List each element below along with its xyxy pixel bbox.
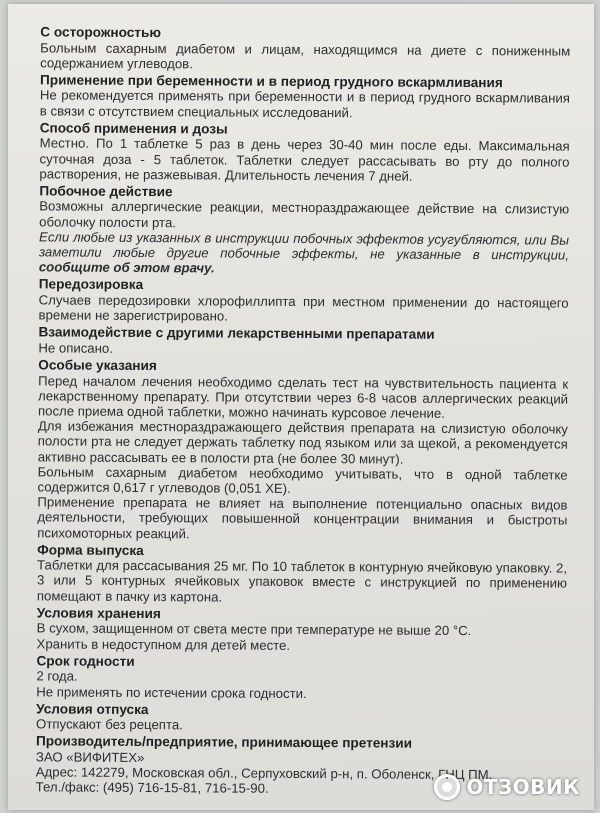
section-release-form — [37, 542, 567, 606]
side-effects-warning — [39, 229, 569, 278]
section-text: Отпускают без рецепта. — [36, 716, 183, 733]
section-title: Применение при беременности и в период грудного вскармливания — [39, 72, 503, 91]
manufacturer-name: ЗАО «ВИФИТЕХ» — [35, 749, 145, 765]
warning-emphasis: сообщите об этом врачу. — [38, 259, 215, 276]
section-text: Возможны аллергические реакции, местнораздражающее действие на слизистую оболочку полости рта. — [39, 198, 570, 230]
section-title: Форма выпуска — [37, 542, 144, 558]
watermark-text: ОТЗОВИК — [466, 775, 580, 799]
section-dispensing — [36, 701, 566, 735]
manufacturer-address: Адрес: 142279, Московская обл., Серпуховский р-н, п. Оболенск, ГНЦ ПМ. — [35, 764, 493, 783]
section-text: Не описано. — [38, 340, 114, 356]
section-paragraph: Хранить в недоступном для детей месте. — [36, 635, 291, 653]
section-title: Передозировка — [38, 276, 144, 293]
section-shelf-life — [36, 653, 566, 702]
section-paragraph: Больным сахарным диабетом необходимо учитывать, что в одной таблетке содержится 0,617 г углеводов (0,051 ХЕ). — [37, 464, 568, 496]
otzovik-watermark — [434, 774, 580, 800]
section-special-instructions — [37, 357, 568, 543]
section-text: Случаев передозировки хлорофиллипта при местном применении до настоящего времени не зарегистрировано. — [38, 292, 569, 324]
section-title: Способ применения и дозы — [39, 120, 228, 137]
section-title: Условия хранения — [36, 605, 161, 622]
section-title: С осторожностью — [40, 24, 162, 41]
section-dosage — [39, 120, 569, 184]
section-paragraph: Применение препарата не влияет на выполнение потенциально опасных видов деятельности, требующих повышенной концентрации внимания и быстроты психомоторных реакций. — [37, 494, 568, 541]
instruction-leaflet — [8, 4, 594, 810]
section-text: Местно. По 1 таблетке 5 раз в день через 30-40 мин после еды. Максимальная суточная доза - 5 таблеток. Таблетки следует рассасывать во рту до полного растворения, не разжевывая. Длительность лечения 7 дней. — [39, 135, 570, 184]
section-text: Не рекомендуется применять при беременности и в период грудного вскармливания в связи с отсутствием специальных исследований. — [39, 87, 570, 120]
manufacturer-phone: Тел./факс: (495) 716-15-81, 716-15-90. — [35, 779, 269, 797]
section-paragraph: Не применять по истечении срока годности. — [36, 683, 307, 701]
otzovik-logo-icon — [434, 774, 460, 800]
section-title: Производитель/предприятие, принимающее претензии — [35, 733, 413, 752]
section-paragraph: В сухом, защищенном от света месте при температуре не выше 20 °С. — [36, 620, 472, 639]
warning-text: Если любые из указанных в инструкции побочных эффектов усугубляются, или Вы заметили любые другие побочные эффекты, не указанные в инструкции, — [38, 229, 570, 263]
section-text: Больным сахарным диабетом и лицам, находящимся на диете с пониженным содержанием углеводов. — [40, 39, 571, 72]
leaflet-content — [36, 22, 571, 800]
section-title: Побочное действие — [39, 183, 173, 200]
section-overdose — [39, 277, 569, 326]
section-paragraph: 2 года. — [36, 668, 78, 684]
section-pregnancy — [40, 72, 570, 121]
section-paragraph: Для избежания местнораздражающего действия препарата на слизистую оболочку полости рта не следует держать таблетку под языком или за щекой, а рекомендуется активно рассасывать ее в полости рта (не более 30 минут). — [37, 418, 568, 467]
section-caution — [40, 24, 570, 73]
section-side-effects — [39, 183, 570, 278]
section-title: Особые указания — [38, 357, 157, 374]
section-storage — [37, 605, 567, 654]
section-paragraph: Перед началом лечения необходимо сделать тест на чувствительность пациента к лекарственному препарату. При отсутствии через 6-8 часов аллергических реакций после приема одной таблетки, можно начинать курсовое лечение. — [37, 372, 569, 421]
section-interaction — [38, 325, 568, 359]
section-title: Взаимодействие с другими лекарственными препаратами — [38, 324, 435, 343]
section-text: Таблетки для рассасывания 25 мг. По 10 таблеток в контурную ячейковую упаковку. 2, 3 или 5 контурных ячейковых упаковок вместе с инструкцией по применению помещают в пачку из картона. — [36, 557, 568, 605]
section-title: Условия отпуска — [36, 701, 149, 717]
section-title: Срок годности — [36, 653, 135, 669]
